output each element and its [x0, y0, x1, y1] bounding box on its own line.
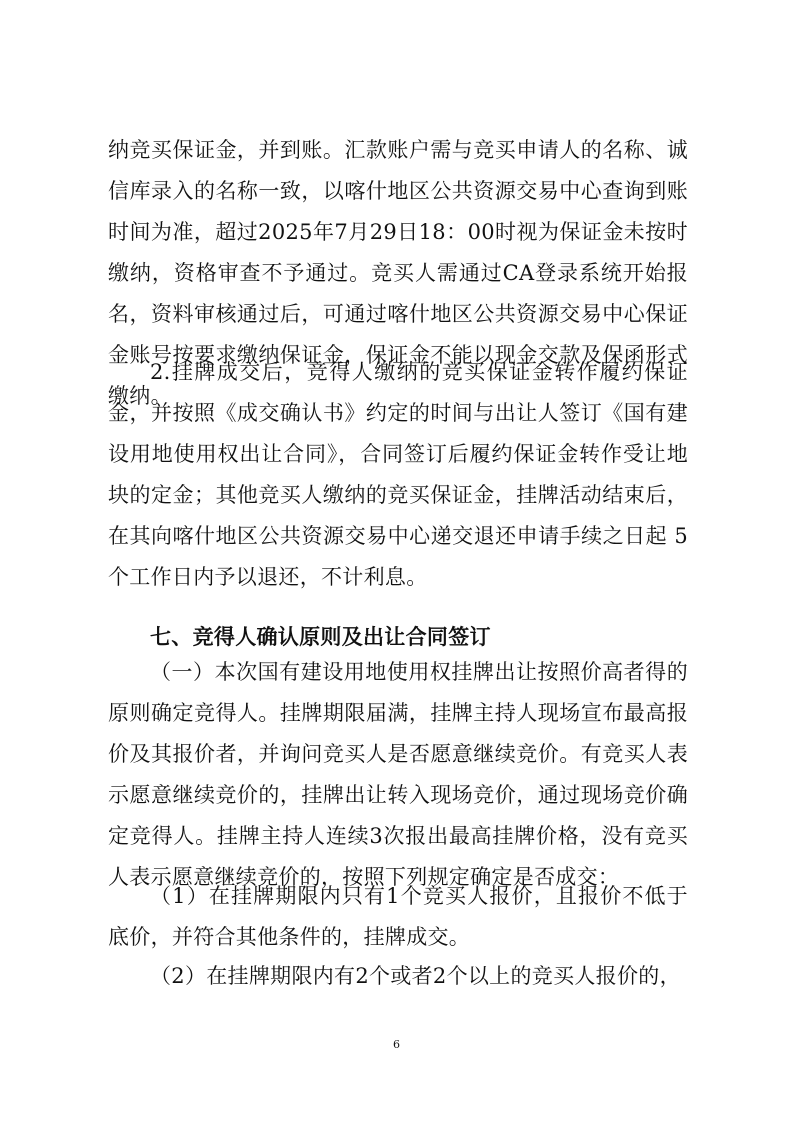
paragraph-deposit-payment: 纳竞买保证金，并到账。汇款账户需与竞买申请人的名称、诚信库录入的名称一致，以喀什地区公共资源交易中心查询到账时间为准，超过2025年7月29日18：00时视为保证金未按时缴纳，资格审查不予通过。竞买人需通过CA登录系统开始报名，资料审核通过后，可通过喀什地区公共资源交易中心保证金账号按要求缴纳保证金，保证金不能以现金交款及保函形式缴纳。 — [108, 138, 688, 408]
paragraph-single-bidder-rule: （1）在挂牌期限内只有1个竞买人报价，且报价不低于底价，并符合其他条件的，挂牌成交。 — [108, 884, 688, 949]
page-number: 6 — [393, 1038, 400, 1051]
section-heading: 七、竞得人确认原则及出让合同签订 — [150, 625, 491, 649]
paragraph-multiple-bidder-rule: （2）在挂牌期限内有2个或者2个以上的竞买人报价的， — [150, 964, 681, 988]
paragraph-bidder-principle: （一）本次国有建设用地使用权挂牌出让按照价高者得的原则确定竞得人。挂牌期限届满，挂牌主持人现场宣布最高报价及其报价者，并询问竞买人是否愿意继续竞价。有竞买人表示愿意继续竞价的，挂牌出让转入现场竞价，通过现场竞价确定竞得人。挂牌主持人连续3次报出最高挂牌价格，没有竞买人表示愿意继续竞价的，按照下列规定确定是否成交： — [108, 660, 688, 889]
paragraph-deposit-conversion: 2.挂牌成交后，竞得人缴纳的竞买保证金转作履约保证金，并按照《成交确认书》约定的时间与出让人签订《国有建设用地使用权出让合同》，合同签订后履约保证金转作受让地块的定金；其他竞买人缴纳的竞买保证金，挂牌活动结束后，在其向喀什地区公共资源交易中心递交退还申请手续之日起 5个工作日内予以退还，不计利息。 — [108, 360, 688, 589]
